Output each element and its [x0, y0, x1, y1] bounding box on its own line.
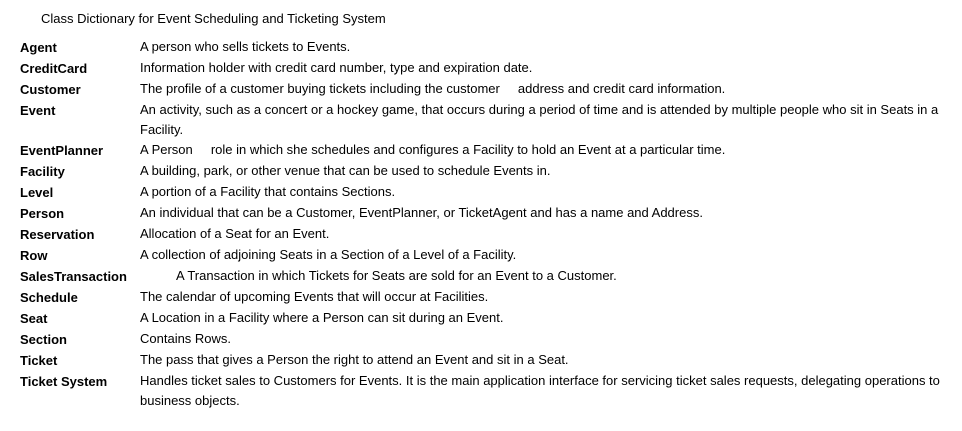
- entry-term: Event: [20, 103, 56, 118]
- dictionary-entry-reservation: [20, 224, 955, 245]
- document-title: Class Dictionary for Event Scheduling and Ticketing System: [41, 11, 386, 26]
- dictionary-entry-row: [20, 245, 955, 266]
- entry-term: Level: [20, 185, 54, 200]
- entry-term: Schedule: [20, 290, 78, 305]
- entry-definition: A building, park, or other venue that can be used to schedule Events in.: [140, 163, 551, 178]
- entry-definition: Handles ticket sales to Customers for Events. It is the main application interface for servicing ticket sales requests, delegating operations to business objects.: [140, 373, 940, 408]
- dictionary-entry-creditcard: [20, 58, 955, 79]
- entry-definition: The profile of a customer buying tickets including the customer address and credit card information.: [140, 81, 726, 96]
- entry-definition: An activity, such as a concert or a hockey game, that occurs during a period of time and is attended by multiple people who sit in Seats in a Facility.: [140, 102, 939, 137]
- entry-definition: A person who sells tickets to Events.: [140, 39, 351, 54]
- entry-term: Section: [20, 332, 67, 347]
- entry-term: Person: [20, 206, 65, 221]
- entry-term: Customer: [20, 82, 81, 97]
- dictionary-entry-level: [20, 182, 955, 203]
- dictionary-entry-eventplanner: [20, 140, 955, 161]
- dictionary-entry-person: [20, 203, 955, 224]
- entry-term: SalesTransaction: [20, 269, 127, 284]
- dictionary-entry-salestransaction: [20, 266, 955, 287]
- dictionary-entry-ticket: [20, 350, 955, 371]
- dictionary-entry-schedule: [20, 287, 955, 308]
- class-dictionary: [20, 37, 955, 411]
- entry-definition: Information holder with credit card number, type and expiration date.: [140, 60, 533, 75]
- entry-term: Facility: [20, 164, 65, 179]
- entry-definition: The calendar of upcoming Events that will occur at Facilities.: [140, 289, 489, 304]
- entry-definition: A Transaction in which Tickets for Seats are sold for an Event to a Customer.: [176, 268, 617, 283]
- dictionary-entry-event: [20, 100, 955, 140]
- entry-term: Agent: [20, 40, 57, 55]
- entry-definition: A Person role in which she schedules and configures a Facility to hold an Event at a particular time.: [140, 142, 726, 157]
- entry-definition: A collection of adjoining Seats in a Section of a Level of a Facility.: [140, 247, 517, 262]
- dictionary-entry-ticket-system: [20, 371, 955, 411]
- entry-definition: A portion of a Facility that contains Sections.: [140, 184, 396, 199]
- entry-term: CreditCard: [20, 61, 88, 76]
- dictionary-entry-seat: [20, 308, 955, 329]
- entry-term: Reservation: [20, 227, 95, 242]
- entry-term: Row: [20, 248, 48, 263]
- entry-term: Ticket: [20, 353, 58, 368]
- entry-term: Ticket System: [20, 374, 108, 389]
- dictionary-entry-facility: [20, 161, 955, 182]
- dictionary-entry-agent: [20, 37, 955, 58]
- dictionary-entry-section: [20, 329, 955, 350]
- entry-definition: The pass that gives a Person the right to attend an Event and sit in a Seat.: [140, 352, 569, 367]
- entry-definition: A Location in a Facility where a Person can sit during an Event.: [140, 310, 504, 325]
- entry-definition: Contains Rows.: [140, 331, 232, 346]
- entry-definition: Allocation of a Seat for an Event.: [140, 226, 330, 241]
- entry-definition: An individual that can be a Customer, EventPlanner, or TicketAgent and has a name and Address.: [140, 205, 703, 220]
- dictionary-entry-customer: [20, 79, 955, 100]
- entry-term: EventPlanner: [20, 143, 104, 158]
- entry-term: Seat: [20, 311, 48, 326]
